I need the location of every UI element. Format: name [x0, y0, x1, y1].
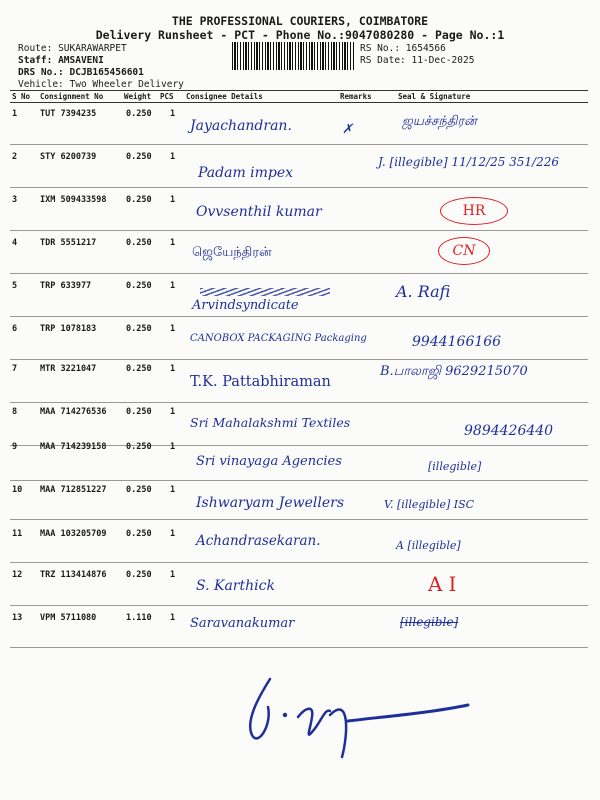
drs-value: DCJB165456601 [69, 67, 144, 78]
row-signature: A [illegible] [396, 539, 461, 552]
row-divider [10, 647, 588, 648]
row-consignment: MAA 712851227 [40, 485, 107, 495]
table-row [0, 605, 600, 648]
route-line [18, 43, 127, 54]
row-remark: ✗ [342, 122, 353, 137]
vehicle-value: Two Wheeler Delivery [69, 79, 184, 90]
table-row [0, 274, 600, 317]
col-consignment: Consignment No [40, 92, 104, 101]
staff-label: Staff: [18, 55, 53, 66]
row-sno: 2 [12, 152, 18, 162]
col-seal-signature: Seal & Signature [398, 92, 471, 101]
row-consignee: Arvindsyndicate [192, 298, 299, 313]
row-weight: 0.250 [126, 152, 152, 162]
row-sno: 3 [12, 195, 18, 205]
row-consignee: Padam impex [198, 165, 294, 181]
stamp-oval [438, 237, 490, 265]
rs-no-line [360, 43, 446, 54]
row-signature: A. Rafi [396, 282, 451, 301]
row-pcs: 1 [170, 238, 176, 248]
row-weight: 0.250 [126, 324, 152, 334]
row-pcs: 1 [170, 364, 176, 374]
col-consignee: Consignee Details [186, 92, 263, 101]
row-consignment: TRP 1078183 [40, 324, 97, 334]
col-sno: S No [12, 92, 31, 101]
row-consignment: TUT 7394235 [40, 109, 97, 119]
row-signature: CN [452, 243, 476, 259]
row-consignment: MAA 714276536 [40, 407, 107, 417]
company-title: THE PROFESSIONAL COURIERS, COIMBATORE [171, 14, 429, 28]
row-signature: B.பாலாஜி 9629215070 [380, 364, 528, 379]
row-signature: ஜயச்சந்திரன் [402, 114, 477, 129]
row-consignee: CANOBOX PACKAGING Packaging [190, 333, 367, 344]
table-row [0, 403, 600, 446]
row-pcs: 1 [170, 485, 176, 495]
row-consignee: Ovvsenthil kumar [196, 204, 322, 220]
row-signature: HR [462, 203, 486, 219]
table-row [0, 145, 600, 188]
row-sno: 11 [12, 529, 23, 539]
row-weight: 0.250 [126, 407, 152, 417]
route-label: Route: [18, 43, 53, 54]
row-consignment: TRP 633977 [40, 281, 92, 291]
row-signature: J. [illegible] 11/12/25 351/226 [378, 155, 560, 169]
row-weight: 0.250 [126, 238, 152, 248]
staff-line [18, 55, 104, 66]
row-weight: 0.250 [126, 281, 152, 291]
row-signature: V. [illegible] ISC [384, 498, 475, 511]
row-consignee: ஜெயேந்திரன் [192, 245, 272, 260]
barcode [232, 42, 354, 70]
row-consignee: Jayachandran. [190, 118, 292, 134]
drs-label: DRS No.: [18, 67, 64, 78]
row-sno: 10 [12, 485, 23, 495]
row-sno: 12 [12, 570, 23, 580]
row-sno: 1 [12, 109, 18, 119]
row-sno: 4 [12, 238, 18, 248]
route-value: SUKARAWARPET [58, 43, 127, 54]
row-pcs: 1 [170, 442, 176, 452]
table-row [0, 360, 600, 403]
runsheet-subtitle: Delivery Runsheet - PCT - Phone No.:9047080280 - Page No.:1 [95, 28, 505, 42]
table-row [0, 481, 600, 524]
row-consignee: T.K. Pattabhiraman [190, 374, 331, 390]
row-sno: 13 [12, 613, 23, 623]
header-top-rule [10, 90, 588, 91]
row-consignment: IXM 509433598 [40, 195, 107, 205]
row-consignment: TRZ 113414876 [40, 570, 107, 580]
row-consignee: Sri vinayaga Agencies [196, 454, 342, 469]
col-weight: Weight [124, 92, 152, 101]
row-pcs: 1 [170, 195, 176, 205]
row-weight: 1.110 [126, 613, 152, 623]
rs-no-value: 1654566 [405, 43, 446, 54]
row-pcs: 1 [170, 529, 176, 539]
vehicle-label: Vehicle: [18, 79, 64, 90]
footer-signature [230, 665, 480, 760]
row-consignee: S. Karthick [196, 578, 275, 594]
row-consignment: MAA 103205709 [40, 529, 107, 539]
row-sno: 9 [12, 442, 18, 452]
row-pcs: 1 [170, 109, 176, 119]
row-pcs: 1 [170, 281, 176, 291]
table-row [0, 519, 600, 562]
row-signature: [illegible] [400, 615, 459, 629]
row-consignee: Saravanakumar [190, 616, 295, 631]
staff-value: AMSAVENI [58, 55, 104, 66]
table-row [0, 188, 600, 231]
row-sno: 5 [12, 281, 18, 291]
row-consignee: Achandrasekaran. [196, 533, 321, 549]
rs-date-line [360, 55, 474, 66]
row-signature: 9944166166 [412, 334, 502, 350]
rs-date-label: RS Date: [360, 55, 406, 66]
row-consignee: Ishwaryam Jewellers [196, 495, 345, 511]
row-consignment: MTR 3221047 [40, 364, 97, 374]
table-row [0, 317, 600, 360]
row-sno: 6 [12, 324, 18, 334]
table-row [0, 562, 600, 605]
row-consignee: Sri Mahalakshmi Textiles [190, 415, 351, 430]
vehicle-line [18, 79, 184, 90]
row-sno: 8 [12, 407, 18, 417]
row-pcs: 1 [170, 152, 176, 162]
table-row [0, 102, 600, 145]
row-weight: 0.250 [126, 570, 152, 580]
row-pcs: 1 [170, 570, 176, 580]
row-weight: 0.250 [126, 442, 152, 452]
row-signature: 9894426440 [464, 423, 554, 439]
row-weight: 0.250 [126, 364, 152, 374]
row-weight: 0.250 [126, 485, 152, 495]
row-pcs: 1 [170, 407, 176, 417]
row-consignment: MAA 714239158 [40, 442, 107, 452]
row-pcs: 1 [170, 324, 176, 334]
row-signature: [illegible] [428, 460, 482, 473]
col-pcs: PCS [160, 92, 174, 101]
drs-line [18, 67, 144, 78]
row-weight: 0.250 [126, 195, 152, 205]
rs-no-label: RS No.: [360, 43, 401, 54]
row-pcs: 1 [170, 613, 176, 623]
row-consignment: STY 6200739 [40, 152, 97, 162]
row-consignment: VPM 5711080 [40, 613, 97, 623]
row-sno: 7 [12, 364, 18, 374]
col-remarks: Remarks [340, 92, 372, 101]
stamp-oval [440, 197, 508, 225]
table-row [0, 231, 600, 274]
row-consignment: TDR 5551217 [40, 238, 97, 248]
row-signature: AI [428, 572, 463, 596]
rs-date-value: 11-Dec-2025 [411, 55, 475, 66]
row-weight: 0.250 [126, 109, 152, 119]
strikethrough-scribble [200, 288, 330, 296]
row-weight: 0.250 [126, 529, 152, 539]
